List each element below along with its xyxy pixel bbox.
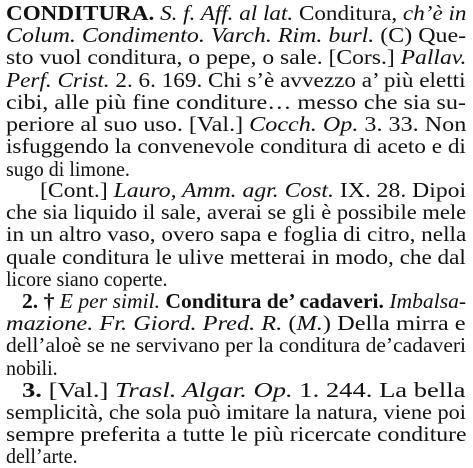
text-run: in un altro vaso, overo sapa e foglia di citro, nella <box>6 222 467 246</box>
text-line <box>6 333 466 357</box>
text-run: mazione. Fr. Giord. Pred. R. <box>6 311 283 335</box>
text-run: Imbalsa- <box>383 289 467 313</box>
text-run: ch’è in <box>402 1 467 25</box>
text-line <box>6 112 466 136</box>
text-run: M. <box>296 311 323 335</box>
text-line <box>6 23 466 47</box>
text-run: dell’aloè se ne servivano per la conditura de’cadaveri <box>6 333 467 357</box>
text-line <box>22 289 466 313</box>
text-line <box>6 90 466 114</box>
text-run: cibi, alle più fine conditure… messo che sia su- <box>6 90 466 114</box>
text-line <box>6 200 466 224</box>
text-run: 3. <box>22 378 49 402</box>
text-run: 3. 33. Non <box>358 112 467 136</box>
text-line <box>6 400 466 424</box>
text-line <box>6 444 78 468</box>
text-run: S. f. Aff. al lat. <box>154 1 294 25</box>
text-run: IX. 28. Dipoi <box>333 178 467 202</box>
text-run: Conditura, <box>293 1 403 25</box>
text-line <box>22 378 465 402</box>
text-run: [Cont.] <box>40 178 114 202</box>
text-run: nobili. <box>6 356 58 380</box>
text-run: ) Della mirra e <box>322 311 466 335</box>
text-line <box>40 178 466 202</box>
text-run: Lauro, Amm. agr. Cost. <box>113 178 334 202</box>
text-run: 2. 6. 169. Chi s’è avvezzo a’ più eletti <box>109 68 466 92</box>
text-run: sempre preferita a tutte le più ricercate conditure <box>6 422 467 446</box>
text-line <box>6 134 466 158</box>
text-line <box>6 1 466 25</box>
text-run: periore al suo uso. [Val.] <box>6 112 250 136</box>
text-run: 1. 244. La bella <box>292 378 466 402</box>
text-run: Cocch. Op. <box>249 112 359 136</box>
text-run: Pallav. <box>400 45 467 69</box>
text-run: Trasl. Algar. Op. <box>115 378 293 402</box>
text-run: (C) Que- <box>374 23 467 47</box>
text-line <box>6 68 466 92</box>
text-line <box>6 45 466 69</box>
text-run: dell’arte. <box>6 444 78 468</box>
text-line <box>6 311 466 335</box>
text-line <box>6 245 466 269</box>
text-run: che sia liquido il sale, averai se gli è possibile mele <box>6 200 467 224</box>
text-line <box>6 356 58 380</box>
text-line <box>6 422 466 446</box>
text-run: Perf. Crist. <box>6 68 110 92</box>
text-line <box>6 267 168 291</box>
text-run: sto vuol conditura, o pepe, o sale. [Cors.] <box>6 45 401 69</box>
text-run: E per simil. <box>59 289 160 313</box>
text-run: quale conditura le ulive metterai in modo, che dal <box>6 245 466 269</box>
text-run: semplicità, che sola può imitare la natura, viene poi <box>6 400 467 424</box>
text-line <box>6 222 466 246</box>
text-run: isfuggendo la convenevole conditura di aceto e di <box>6 134 466 158</box>
text-run: Colum. Condimento. Varch. Rim. burl. <box>6 23 375 47</box>
text-run: licore siano coperte. <box>6 267 168 291</box>
text-run: CONDITURA. <box>6 1 155 25</box>
text-run: sugo di limone. <box>6 157 130 181</box>
text-run: [Val.] <box>48 378 116 402</box>
text-run: 2. † <box>22 289 60 313</box>
text-run: Conditura de’ cadaveri. <box>159 289 384 313</box>
text-run: ( <box>282 311 297 335</box>
